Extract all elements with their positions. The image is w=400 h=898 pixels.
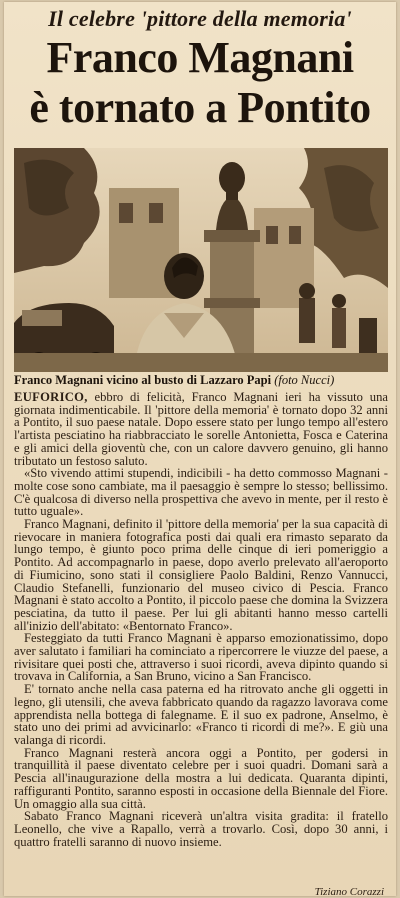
- photo-caption: [14, 373, 388, 388]
- kicker: Il celebre 'pittore della memoria': [48, 6, 352, 31]
- photo-credit: (foto Nucci): [274, 373, 335, 387]
- news-photo: [14, 148, 388, 372]
- headline-line-1: Franco Magnani: [46, 33, 354, 82]
- byline: Tiziano Corazzi: [314, 886, 384, 896]
- article-paragraph: «Sto vivendo attimi stupendi, indicibili - ha detto commosso Magnani - molte cose sono cambiate, ma il paesaggio è sempre lo stesso; bellissimo. C'è qualcosa di diverso nella prospettiva che avevo in mente, per il resto è tutto uguale».: [14, 466, 388, 519]
- article-paragraph: EUFORICO, ebbro di felicità, Franco Magnani ieri ha vissuto una giornata indimenticabile. Il 'pittore della memoria' è tornato dopo 32 anni a Pontito, il suo paese natale. Dopo essere stato per lungo tempo all'estero l'artista pesciatino ha riabbracciato le sorelle Antonietta, Fosca e Caterina e gli amici della gioventù che, con un calore davvero genuino, gli hanno tributato un festoso saluto.: [14, 390, 388, 468]
- caption-text: Franco Magnani vicino al busto di Lazzaro Papi: [14, 373, 272, 387]
- lead-word: EUFORICO,: [14, 390, 88, 404]
- article-paragraph: Franco Magnani, definito il 'pittore della memoria' per la sua capacità di rievocare in maniera fotografica posti dai quali era rimasto separato da lungo tempo, è giunto poco prima delle cinque di ieri pomeriggio a Pontito. Ad accompagnarlo in paese, dopo averlo prelevato all'aeroporto di Fiumicino, sono stati il consigliere Paolo Baldini, Renzo Vannucci, Claudio Stefanelli, funzionario del museo civico di Pescia. Franco Magnani è stato accolto a Pontito, il piccolo paese che domina la Svizzera pesciatina, da tutto il paese. Per lui gli abitanti hanno messo cartelli all'inizio dell'abitato: «Bentornato Franco».: [14, 517, 388, 633]
- article-paragraph: Sabato Franco Magnani riceverà un'altra visita gradita: il fratello Leonello, che vive a Rapallo, verrà a trovarlo. Così, dopo 30 anni, i quattro fratelli saranno di nuovo insieme.: [14, 809, 388, 849]
- article-body: [14, 391, 388, 848]
- article-paragraph: Franco Magnani resterà ancora oggi a Pontito, per godersi in tranquillità il paese diventato celebre per i suoi quadri. Domani sarà a Pescia all'inaugurazione della mostra a lui dedicata. Quaranta dipinti, raffiguranti Pontito, saranno esposti in occasione della Biennale del Fiore. Un omaggio alla sua città.: [14, 745, 388, 811]
- headline-line-2: è tornato a Pontito: [29, 83, 371, 132]
- article-paragraph: E' tornato anche nella casa paterna ed ha ritrovato anche gli oggetti in legno, gli utensili, che aveva fabbricato quando da ragazzo lavorava come apprendista nella bottega di falegname. E il suo ex padrone, Anselmo, è stato uno dei primi ad avvicinarlo: «Franco ti ricordi di me?». E giù una valanga di ricordi.: [14, 682, 388, 747]
- photo-illustration: [14, 148, 388, 372]
- article-paragraph: Festeggiato da tutti Franco Magnani è apparso emozionatissimo, dopo aver salutato i familiari ha cominciato a ripercorrere le viuzze del paese, a rivisitare quei posti che, attraverso i suoi ricordi, aveva dipinto quando si trovava in California, a San Bruno, vicino a San Francisco.: [14, 631, 388, 684]
- newspaper-clipping: [4, 2, 396, 896]
